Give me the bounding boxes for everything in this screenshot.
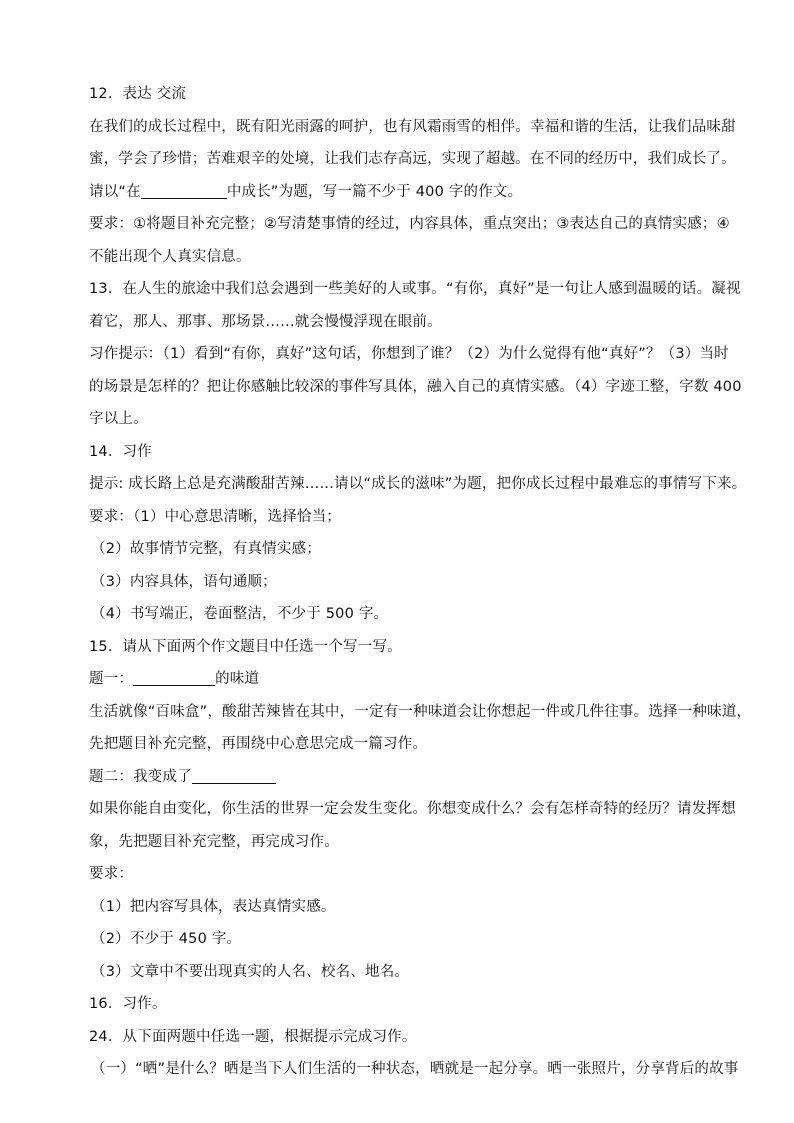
question-15-topic-1 [89, 663, 711, 696]
question-12-paragraph-line: 蜜，学会了珍惜；苦难艰辛的处境，让我们志存高远，实现了超越。在不同的经历中，我们成长了。 [89, 151, 736, 167]
question-15-paragraph-line: 如果你能自由变化，你生活的世界一定会发生变化。你想变成什么？会有怎样奇特的经历？请发挥想 [89, 801, 736, 817]
question-14-requirement: （3）内容具体，语句通顺； [91, 573, 277, 590]
question-15-requirement: （1）把内容写具体，表达真情实感。 [91, 898, 336, 915]
question-13-tips: 习作提示：（1）看到“有你，真好”这句话，你想到了谁？（2）为什么觉得有他“真好”？（3）当时 [89, 346, 729, 362]
prompt-text: 题一： [89, 671, 134, 687]
prompt-text: 题二：我变成了 [89, 768, 192, 785]
question-12-title-prompt [89, 176, 711, 209]
document-page [89, 78, 752, 1086]
question-14-requirement: 要求：（1）中心意思清晰，选择恰当； [89, 508, 342, 525]
question-14-requirement: （4）书写端正，卷面整洁，不少于 500 字。 [91, 606, 389, 622]
question-14-prompt: 提示: 成长路上总是充满酸甜苦辣……请以“成长的滋味”为题，把你成长过程中最难忘的事情写下来。 [89, 476, 747, 492]
fill-in-blank [133, 669, 215, 686]
question-15-paragraph-line: 象，先把题目补充完整，再完成习作。 [89, 833, 339, 850]
question-15-topic-2 [89, 761, 711, 794]
question-14-requirement: （2）故事情节完整，有真情实感； [91, 541, 321, 557]
question-13-tips: 的场景是怎样的？把让你感触比较深的事件写具体，融入自己的真情实感。（4）字迹工整，字数 400 [89, 378, 742, 395]
question-12-heading: 12．表达 交流 [89, 86, 187, 102]
question-16-heading: 16．习作。 [89, 996, 167, 1012]
question-24-heading: 24．从下面两题中任选一题，根据提示完成习作。 [89, 1028, 417, 1045]
question-13-paragraph-line: 13．在人生的旅途中我们总会遇到一些美好的人或事。“有你，真好”是一句让人感到温暖的话。凝视 [89, 281, 741, 297]
question-15-paragraph-line: 先把题目补充完整，再围绕中心意思完成一篇习作。 [89, 736, 428, 752]
question-13-tips: 字以上。 [89, 411, 148, 427]
question-24-paragraph-line: （一）“晒”是什么？晒是当下人们生活的一种状态，晒就是一起分享。晒一张照片，分享背后的故事 [91, 1061, 739, 1077]
question-15-heading: 15．请从下面两个作文题目中任选一个写一写。 [89, 638, 402, 655]
prompt-text: 的味道 [215, 671, 260, 687]
question-13-paragraph-line: 着它，那人、那事、那场景……就会慢慢浮现在眼前。 [89, 313, 442, 330]
question-12-paragraph-line: 在我们的成长过程中，既有阳光雨露的呵护，也有风霜雨雪的相伴。幸福和谐的生活，让我们品味甜 [89, 118, 736, 135]
question-15-requirement: （2）不少于 450 字。 [91, 931, 242, 947]
question-14-heading: 14．习作 [89, 443, 152, 460]
prompt-text: 请以“在 [89, 183, 141, 200]
fill-in-blank [192, 767, 276, 784]
question-12-requirements: 不能出现个人真实信息。 [89, 248, 251, 265]
question-15-requirements-label: 要求： [89, 866, 134, 882]
prompt-text: 中成长”为题，写一篇不少于 400 字的作文。 [226, 183, 523, 200]
fill-in-blank [141, 182, 227, 199]
question-15-paragraph-line: 生活就像“百味盒”，酸甜苦辣皆在其中，一定有一种味道会让你想起一件或几件往事。选择一种味道， [89, 703, 752, 720]
question-12-requirements: 要求：①将题目补充完整；②写清楚事情的经过，内容具体，重点突出；③表达自己的真情实感；④ [89, 216, 730, 232]
question-15-requirement: （3）文章中不要出现真实的人名、校名、地名。 [91, 963, 410, 980]
